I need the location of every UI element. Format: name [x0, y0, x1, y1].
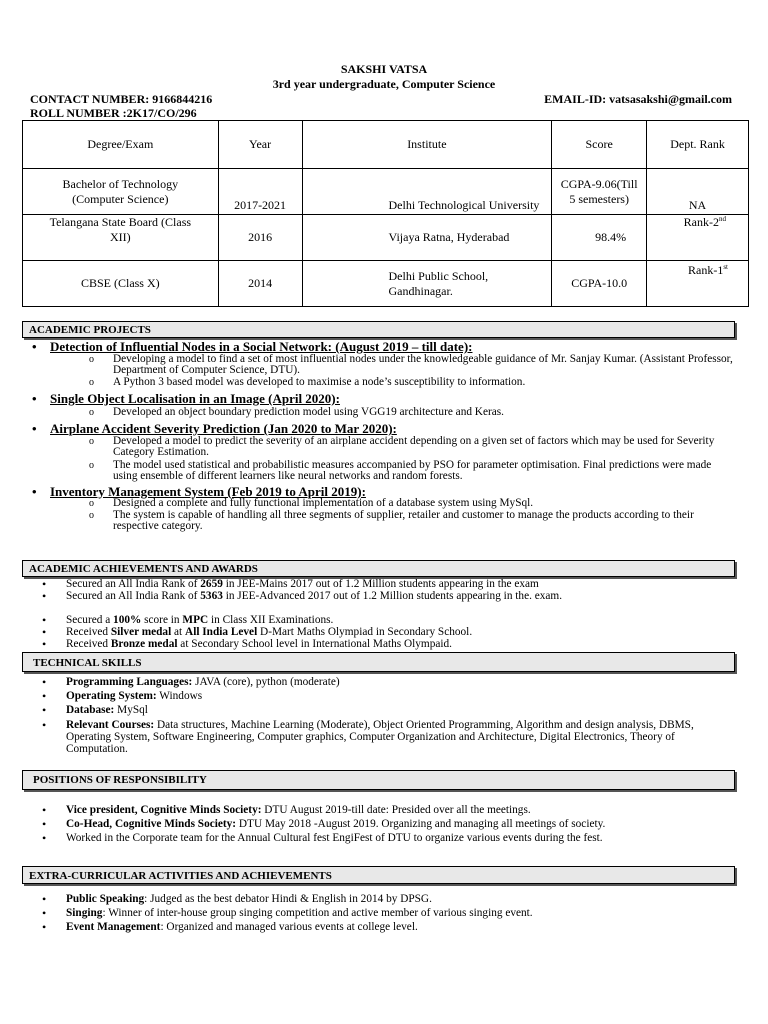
rank-text: Rank-1 — [688, 263, 724, 277]
list-item: • Vice president, Cognitive Minds Society: DTU August 2019-till date: Presided over all the meetings. — [66, 804, 736, 816]
list-item: • Co-Head, Cognitive Minds Society: DTU May 2018 -August 2019. Organizing and managing all meetings of society. — [66, 818, 736, 830]
institute-cell: Delhi Public School, Gandhinagar. — [302, 261, 552, 307]
rank-suffix: nd — [719, 215, 726, 223]
project-title: • Detection of Influential Nodes in a Social Network: (August 2019 – till date): — [50, 339, 472, 355]
contact-number: CONTACT NUMBER: 9166844216 — [30, 92, 213, 106]
col-header-institute: Institute — [302, 121, 552, 169]
list-item: • Secured an All India Rank of 2659 in JEE-Mains 2017 out of 1.2 Million students appearing in the exam — [66, 578, 736, 590]
project-point: o Developed an object boundary prediction model using VGG19 architecture and Keras. — [89, 406, 504, 418]
resume-subtitle: 3rd year undergraduate, Computer Science — [272, 77, 496, 91]
rank-cell — [647, 261, 749, 307]
list-item: • Received Silver medal at All India Level D-Mart Maths Olympiad in Secondary School. — [66, 626, 736, 638]
col-header-degree: Degree/Exam — [23, 121, 219, 169]
col-header-score: Score — [552, 121, 647, 169]
table-row — [23, 261, 749, 307]
project-title: • Single Object Localisation in an Image (April 2020): — [50, 391, 340, 407]
degree-cell: CBSE (Class X) — [23, 261, 219, 307]
table-header-row — [23, 121, 749, 169]
institute-cell: Vijaya Ratna, Hyderabad — [302, 215, 552, 261]
degree-line: XII) — [109, 230, 131, 244]
table-row — [23, 169, 749, 215]
score-line: CGPA-9.06(Till — [560, 176, 638, 191]
list-item: • Relevant Courses: Data structures, Machine Learning (Moderate), Object Oriented Programming, Algorithm and design analysis, DBMS, Operating System, Software Engineering, Computer graphics, Computer Organization and Architecture, Digital Electronics, Theory of Computation. — [66, 719, 726, 755]
section-header-achievements: ACADEMIC ACHIEVEMENTS AND AWARDS — [22, 560, 735, 577]
institute-cell: Delhi Technological University — [302, 169, 552, 215]
year-cell: 2017-2021 — [218, 169, 302, 215]
list-item: • Received Bronze medal at Secondary School level in International Maths Olympaid. — [66, 638, 736, 650]
email-id: EMAIL-ID: vatsasakshi@gmail.com — [544, 92, 732, 106]
year-cell: 2014 — [218, 261, 302, 307]
year-cell: 2016 — [218, 215, 302, 261]
section-header-skills: TECHNICAL SKILLS — [22, 652, 735, 672]
rank-text: Rank-2 — [683, 215, 719, 229]
list-item: • Programming Languages: JAVA (core), python (moderate) — [66, 676, 736, 688]
table-row — [23, 215, 749, 261]
degree-cell — [23, 169, 219, 215]
list-item: • Event Management: Organized and managed various events at college level. — [66, 921, 736, 933]
col-header-year: Year — [218, 121, 302, 169]
project-point: o Developed a model to predict the severity of an airplane accident depending on a given set of factors which may be used for Severity Category Estimation. — [89, 435, 715, 458]
project-title: • Airplane Accident Severity Prediction (Jan 2020 to Mar 2020): — [50, 421, 397, 437]
degree-line: Bachelor of Technology — [62, 176, 179, 191]
list-item: • Secured a 100% score in MPC in Class XII Examinations. — [66, 614, 736, 626]
rank-suffix: st — [723, 263, 728, 271]
degree-cell — [23, 215, 219, 261]
list-item: • Worked in the Corporate team for the Annual Cultural fest EngiFest of DTU to organize various events during the fest. — [66, 832, 736, 844]
project-point: o The system is capable of handling all three segments of supplier, retailer and customer to manage the products according to their respective category. — [89, 509, 694, 532]
score-cell: 98.4% — [552, 215, 647, 261]
section-header-positions: POSITIONS OF RESPONSIBILITY — [22, 770, 735, 790]
section-header-projects: ACADEMIC PROJECTS — [22, 321, 735, 338]
list-item: • Database: MySql — [66, 704, 736, 716]
rank-cell — [647, 215, 749, 261]
resume-name: SAKSHI VATSA — [340, 62, 428, 76]
list-item: • Secured an All India Rank of 5363 in JEE-Advanced 2017 out of 1.2 Million students appearing in the. exam. — [66, 590, 586, 602]
degree-line: (Computer Science) — [72, 191, 169, 206]
score-line: 5 semesters) — [569, 191, 629, 206]
col-header-rank: Dept. Rank — [647, 121, 749, 169]
score-cell — [552, 169, 647, 215]
project-point: o The model used statistical and probabilistic measures accompanied by PSO for parameter optimisation. Final predictions were made using ensemble of different learners like neural networks and random forests. — [89, 459, 712, 482]
project-point: o Designed a complete and fully functional implementation of a database system using MySql. — [89, 497, 534, 509]
list-item: • Operating System: Windows — [66, 690, 736, 702]
education-table — [22, 120, 749, 307]
score-cell: CGPA-10.0 — [552, 261, 647, 307]
list-item: • Singing: Winner of inter-house group singing competition and active member of various singing event. — [66, 907, 736, 919]
list-item: • Public Speaking: Judged as the best debator Hindi & English in 2014 by DPSG. — [66, 893, 736, 905]
rank-cell: NA — [647, 169, 749, 215]
section-header-extra: EXTRA-CURRICULAR ACTIVITIES AND ACHIEVEMENTS — [22, 866, 735, 884]
project-point: o A Python 3 based model was developed to maximise a node’s susceptibility to information. — [89, 376, 526, 388]
degree-line: Telangana State Board (Class — [49, 215, 192, 229]
roll-number: ROLL NUMBER :2K17/CO/296 — [30, 106, 197, 120]
project-title: • Inventory Management System (Feb 2019 to April 2019): — [50, 484, 366, 500]
project-point: o Developing a model to find a set of most influential nodes under the knowledgeable guidance of Mr. Sanjay Kumar. (Assistant Professor, Department of Computer Science, DTU). — [89, 353, 733, 376]
